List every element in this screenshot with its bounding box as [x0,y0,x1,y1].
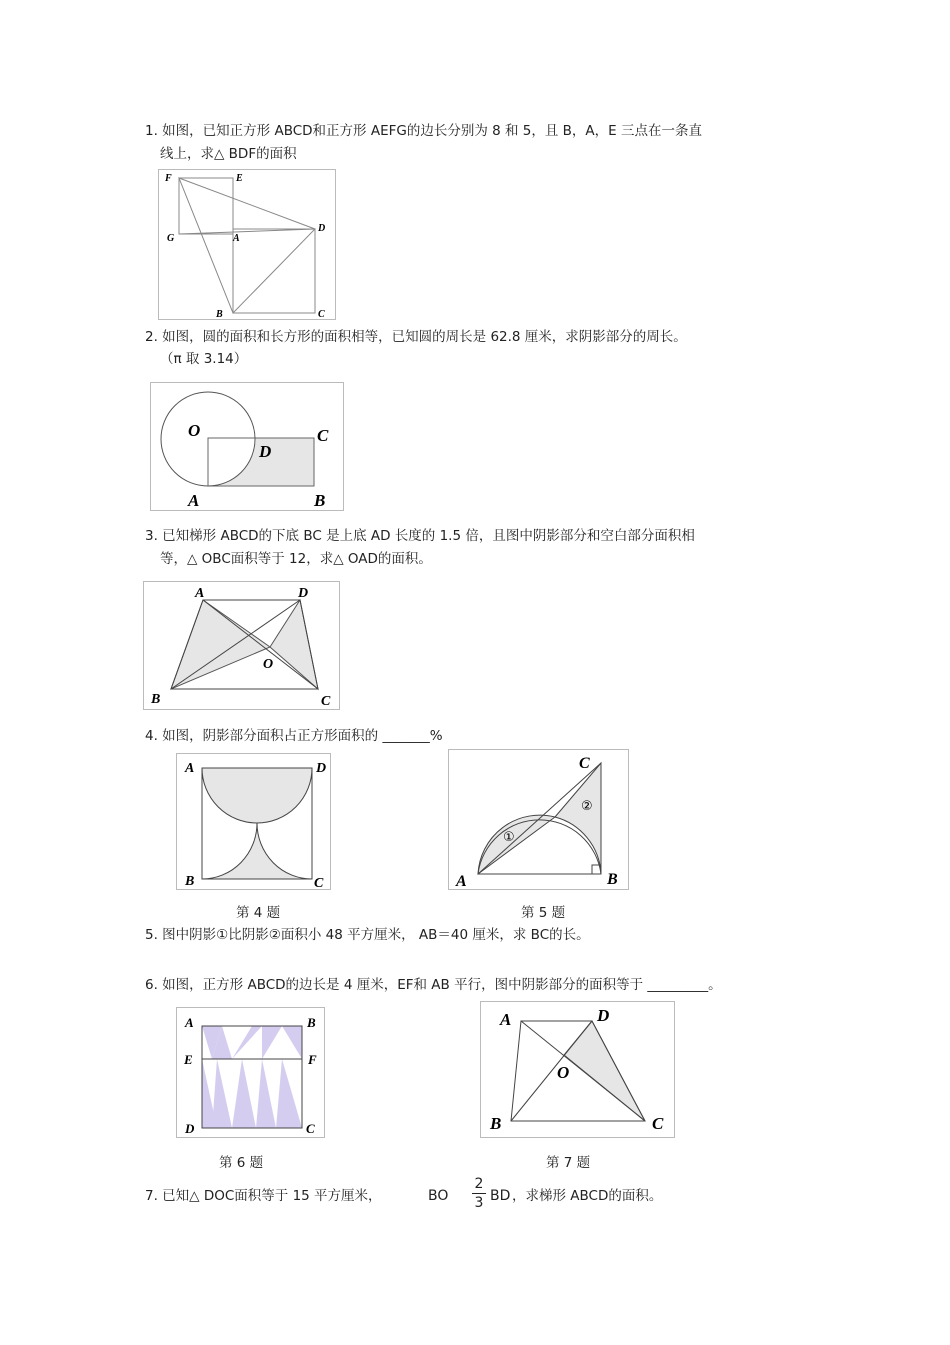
q6-label-d: D [185,1121,195,1136]
shade-bottom-region [202,823,312,879]
q1-label-d: D [318,223,326,234]
shade-two [555,763,601,874]
q3-text-line1: 3. 已知梯形 ABCD的下底 BC 是上底 AD 长度的 1.5 倍，且图中阴影部分和空白部分面积相 [145,528,695,544]
q5-caption: 第 5 题 [521,905,566,921]
q1-text-line2: 线上，求△ BDF的面积 [160,146,297,162]
q2-text-line2: （π 取 3.14） [160,351,248,367]
q4-label-c: C [314,876,324,891]
q1-label-b: B [216,309,223,320]
q3-text-line2: 等，△ OBC面积等于 12，求△ OAD的面积。 [160,551,432,567]
shade-doc [270,600,318,689]
q7-text-prefix: 7. 已知△ DOC面积等于 15 平方厘米， [145,1188,382,1204]
q7-caption: 第 7 题 [546,1155,591,1171]
q3-label-d: D [298,586,309,601]
q4-caption: 第 4 题 [236,905,281,921]
fig5-label-b: B [607,871,618,888]
q6-text-line1: 6. 如图，正方形 ABCD的边长是 4 厘米，EF和 AB 平行，图中阴影部分的面积等于 _________。 [145,977,722,993]
q7-fraction [472,1176,486,1211]
fig5-label-two: ② [581,799,593,814]
q7-figure [480,1001,677,1139]
q7-text-suffix: ，求梯形 ABCD的面积。 [512,1188,663,1204]
q3-label-o: O [263,657,274,672]
fig7-label-a: A [500,1010,512,1029]
fig7-label-b: B [490,1114,502,1133]
q6-label-e: E [184,1052,193,1067]
q7-bo: BO [428,1188,449,1204]
q2-label-o: O [188,421,201,440]
square-aefg [179,178,233,234]
fig7-label-o: O [557,1063,570,1082]
q6-label-a: A [185,1015,194,1030]
fig5-label-a: A [456,873,467,890]
q5-figure [448,749,630,891]
q4-figure [176,753,332,891]
q6-label-f: F [308,1052,317,1067]
fig7-label-c: C [652,1114,664,1133]
q6-label-c: C [306,1121,315,1136]
q6-caption: 第 6 题 [219,1155,264,1171]
q3-label-c: C [321,694,331,709]
q3-label-b: B [151,692,161,707]
triangle-bdf [179,178,315,313]
q7-fraction-numerator: 2 [474,1176,484,1192]
q2-text-line1: 2. 如图，圆的面积和长方形的面积相等，已知圆的周长是 62.8 厘米，求阴影部分的周长。 [145,329,687,345]
q6-figure [176,1007,326,1139]
fig5-label-c: C [579,755,590,772]
q2-figure [150,382,346,512]
q1-label-e: E [236,173,243,184]
q1-label-c: C [318,309,325,320]
q1-text-line1: 1. 如图，已知正方形 ABCD和正方形 AEFG的边长分别为 8 和 5，且 B，A，E 三点在一条直 [145,123,702,139]
q3-label-a: A [195,586,205,601]
q2-label-d: D [259,442,272,461]
q4-text-line1: 4. 如图，阴影部分面积占正方形面积的 _______% [145,728,443,744]
shade-top-semicircle [202,768,312,823]
q2-label-a: A [188,491,200,510]
q5-text-line1: 5. 图中阴影①比阴影②面积小 48 平方厘米， AB＝40 厘米，求 BC的长。 [145,927,590,943]
q4-label-a: A [185,761,195,776]
trapezoid-abcd [511,1021,645,1121]
q2-label-b: B [314,491,326,510]
q1-label-g: G [167,233,175,244]
q6-label-b: B [307,1015,316,1030]
fig5-label-one: ① [503,830,515,845]
q1-label-f: F [165,173,172,184]
q2-label-c: C [317,426,329,445]
shade-doc [564,1021,645,1121]
q7-bd: BD [490,1188,511,1204]
q3-figure [143,581,341,711]
q4-label-b: B [185,874,195,889]
q4-label-d: D [316,761,327,776]
q1-figure [158,169,338,321]
fig7-label-d: D [597,1006,610,1025]
q1-label-a: A [233,233,240,244]
q7-fraction-denominator: 3 [474,1195,484,1211]
